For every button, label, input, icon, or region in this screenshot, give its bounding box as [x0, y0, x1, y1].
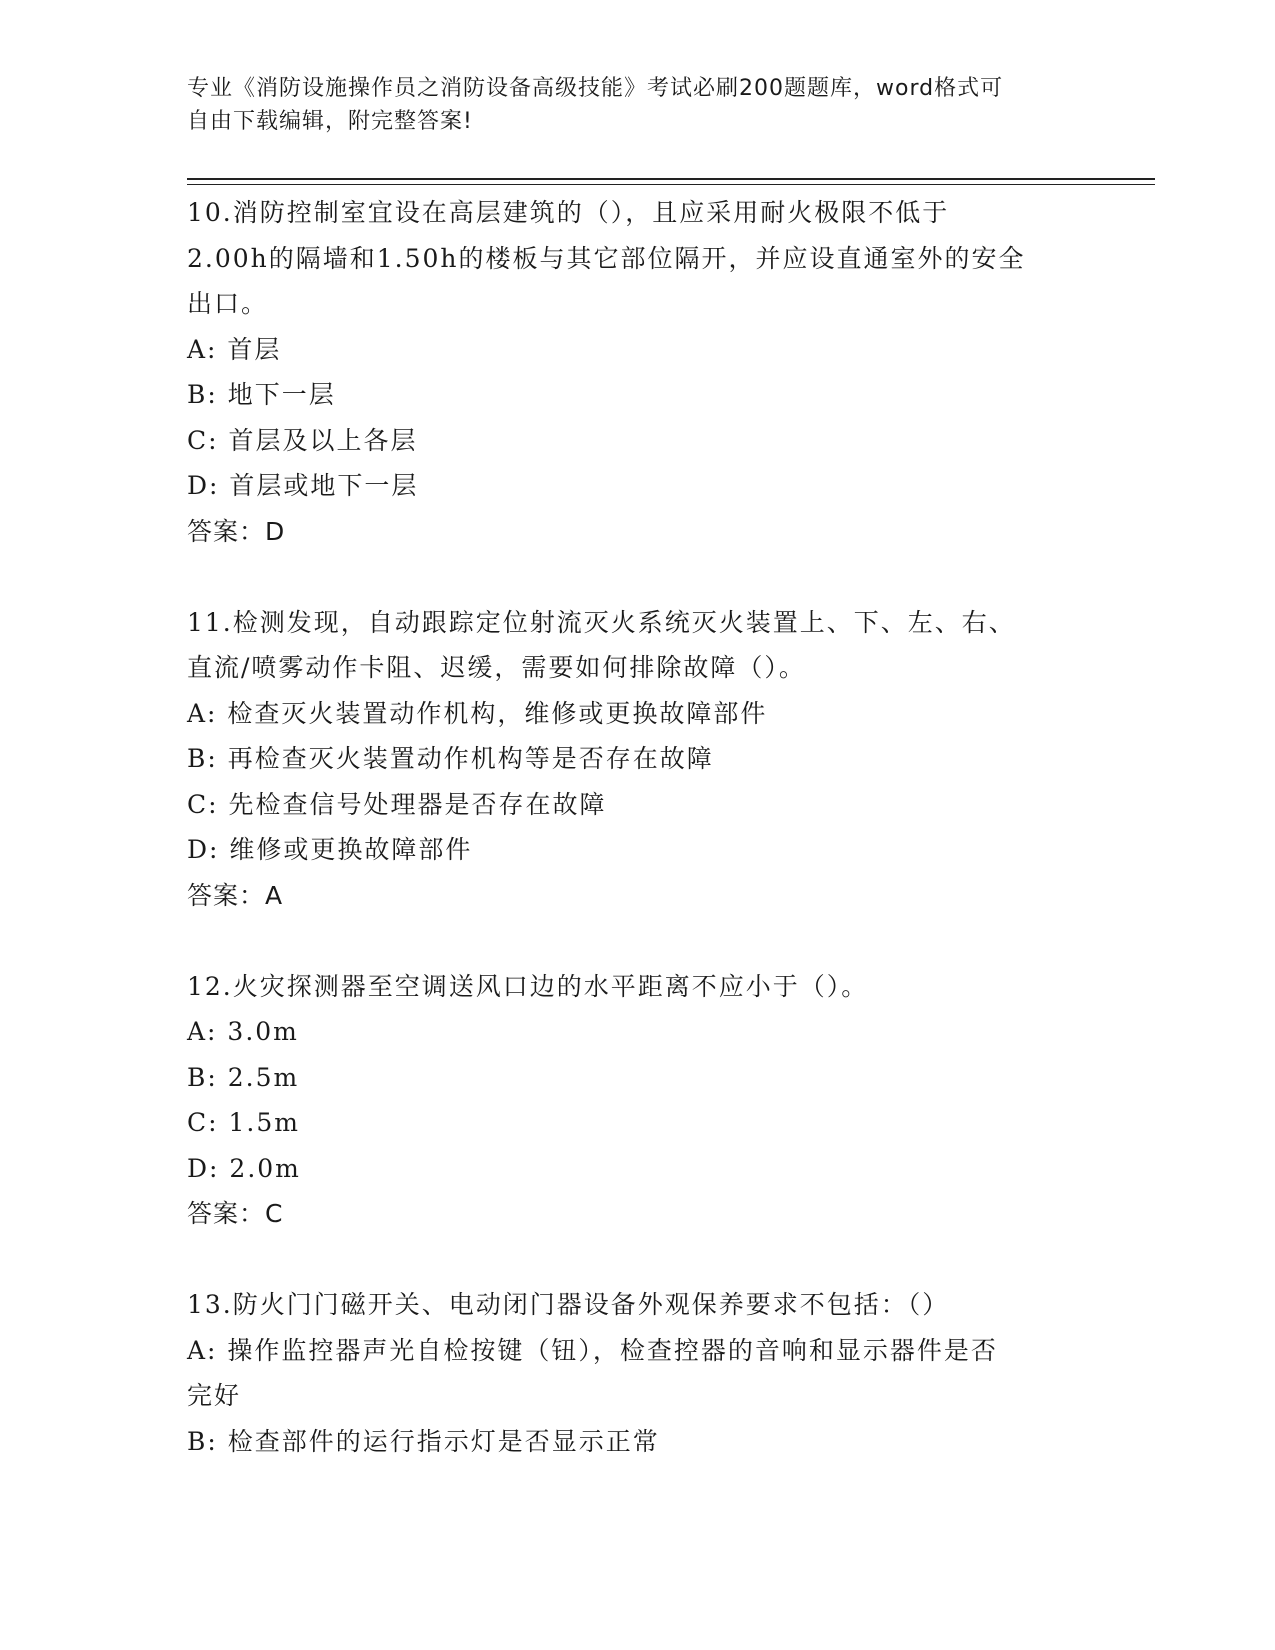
question-text: 10.消防控制室宜设在高层建筑的（），且应采用耐火极限不低于: [187, 198, 950, 227]
option-d: D: 首层或地下一层: [187, 471, 419, 500]
question-gap: [187, 918, 1087, 964]
option-d: D: 2.0m: [187, 1153, 301, 1183]
header-divider-thin: [187, 184, 1155, 185]
header-line-1: 专业《消防设施操作员之消防设备高级技能》考试必刷200题题库，word格式可: [187, 76, 1004, 101]
document-header: [187, 72, 1087, 138]
question-text: 直流/喷雾动作卡阻、迟缓，需要如何排除故障（）。: [187, 653, 806, 682]
option-c: C: 先检查信号处理器是否存在故障: [187, 789, 607, 819]
question-list: [187, 190, 1087, 1464]
answer: 答案：C: [187, 1199, 284, 1228]
option-c: C: 首层及以上各层: [187, 425, 418, 455]
header-line-2: 自由下载编辑，附完整答案!: [187, 109, 473, 134]
header-divider-thick: [187, 178, 1155, 180]
question-text: 2.00h的隔墙和1.50h的楼板与其它部位隔开，并应设直通室外的安全: [187, 243, 1026, 273]
answer: 答案：A: [187, 880, 284, 910]
question-13: [187, 1282, 1087, 1464]
question-text: 13.防火门门磁开关、电动闭门器设备外观保养要求不包括：（）: [187, 1290, 950, 1319]
option-b: B: 地下一层: [187, 380, 336, 409]
answer: 答案：D: [187, 516, 286, 546]
question-text: 12.火灾探测器至空调送风口边的水平距离不应小于（）。: [187, 971, 869, 1001]
option-a: A: 检查灭火装置动作机构，维修或更换故障部件: [187, 698, 768, 728]
option-a: A: 首层: [187, 334, 282, 364]
question-11: [187, 600, 1087, 919]
option-c: C: 1.5m: [187, 1108, 300, 1137]
option-d: D: 维修或更换故障部件: [187, 835, 473, 864]
question-gap: [187, 554, 1087, 600]
question-text: 11.检测发现，自动跟踪定位射流灭火系统灭火装置上、下、左、右、: [187, 607, 1016, 637]
option-a: A: 操作监控器声光自检按键（钮），检查控器的音响和显示器件是否: [187, 1335, 998, 1365]
question-text: 出口。: [187, 289, 269, 318]
option-b: B: 2.5m: [187, 1062, 300, 1092]
option-b: B: 检查部件的运行指示灯是否显示正常: [187, 1426, 660, 1456]
option-a: A: 3.0m: [187, 1017, 299, 1046]
question-gap: [187, 1237, 1087, 1283]
option-b: B: 再检查灭火装置动作机构等是否存在故障: [187, 744, 714, 773]
question-12: [187, 964, 1087, 1237]
question-10: [187, 190, 1087, 554]
option-a-continued: 完好: [187, 1381, 242, 1410]
